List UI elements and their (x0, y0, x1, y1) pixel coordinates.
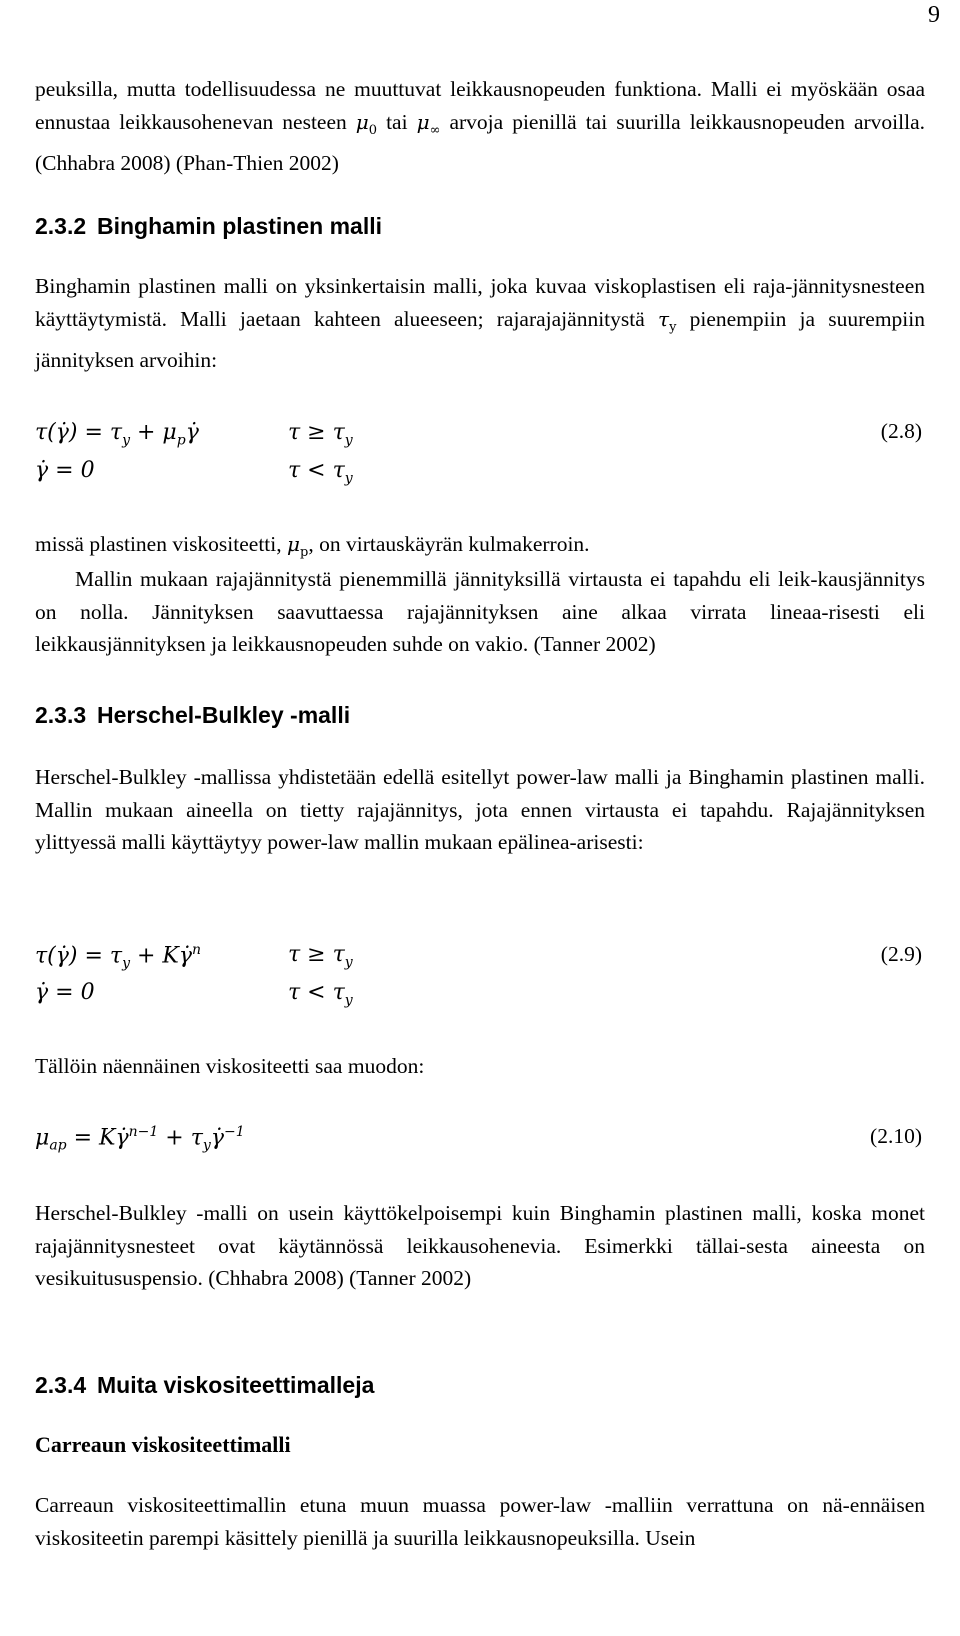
top-paragraph-text-3: arvoja pienillä tai suurilla leikkausnopeuden arvoilla. (Chhabra 2008) (Phan-Thien 2002) (35, 109, 925, 176)
section-title: Muita viskositeettimalleja (97, 1372, 375, 1398)
mu-p-inline: $\mu_p$ (287, 532, 309, 560)
eq-2-9-row2-left: γ̇ = 0 (35, 980, 95, 1005)
carreau-subheading: Carreaun viskositeettimalli (35, 1432, 291, 1457)
section-number: 2.3.3 (35, 702, 87, 728)
eq-2-9-row1-left: τ(γ̇) = $\tau_y$ + Kγ̇$^n$ (35, 942, 202, 972)
herschel-paragraph-2: Herschel-Bulkley -malli on usein käyttökelpoisempi kuin Binghamin plastinen malli, koska monet rajajännitysnesteet ovat käytännössä leikkausohenevia. Esimerkki tällai-sesta aineesta on vesikuitususpensio. (Chhabra 2008) (Tanner 2002) (35, 1201, 925, 1291)
missa-text-2: , on virtauskäyrän kulmakerroin. (308, 532, 590, 556)
section-heading-2-3-3 (35, 702, 350, 729)
tallion-line: Tällöin näennäinen viskositeetti saa muodon: (35, 1054, 425, 1078)
section-heading-2-3-4 (35, 1372, 374, 1399)
carreau-paragraph: Carreaun viskositeettimallin etuna muun muassa power-law -malliin verrattuna on nä-ennäisen viskositeetin parempi käsittely pienillä ja suurilla leikkausnopeuksilla. Usein (35, 1493, 925, 1550)
eq-2-10: $\mu_{ap}$ = Kγ̇$^{n-1}$ + $\tau_y\gammȧ^{-1}$ (35, 1124, 245, 1154)
bingham-text-1: Binghamin plastinen malli on yksinkertaisin malli, joka kuvaa viskoplastisen eli raja-jännitysnesteen käyttäytymistä. Malli jaetaan kahteen alueeseen; rajarajajännitystä (35, 274, 925, 331)
mu-zero: $\mu_0$ (355, 109, 378, 138)
mu-infinity: $\mu_\infty$ (416, 109, 441, 138)
missa-text-1: missä plastinen viskositeetti, (35, 532, 288, 556)
section-heading-2-3-2 (35, 213, 382, 240)
bingham-text-2: pienempiin ja suurempiin jännityksen arvoihin: (35, 306, 925, 373)
eq-2-8-row1-condition: $\tau \ge \tau_y$ (288, 420, 353, 449)
section-number: 2.3.4 (35, 1372, 87, 1398)
eq-2-8-row2-left: γ̇ = 0 (35, 458, 95, 483)
eq-2-8-number: (2.8) (880, 419, 922, 443)
eq-2-9-row1-condition: $\tau \ge \tau_y$ (288, 942, 353, 971)
tau-y-inline: $\tau_y$ (657, 306, 677, 335)
herschel-paragraph: Herschel-Bulkley -mallissa yhdistetään edellä esitellyt power-law malli ja Binghamin plastinen malli. Mallin mukaan aineella on tietty rajajännitys, jota ennen virtausta ei tapahdu. Rajajännityksen ylittyessä malli käyttäytyy power-law mallin mukaan epälinea-arisesti: (35, 765, 925, 855)
eq-2-9-number: (2.9) (880, 942, 922, 966)
eq-2-8-row1-left: τ(γ̇) = $\tau_y$ + $\mu_p\gammȧ$ (35, 420, 199, 449)
section-title: Herschel-Bulkley -malli (97, 702, 351, 728)
section-title: Binghamin plastinen malli (97, 213, 382, 239)
eq-2-8-row2-condition: $\tau < \tau_y$ (288, 458, 353, 487)
top-paragraph (35, 73, 925, 180)
bingham-paragraph (35, 270, 925, 377)
top-paragraph-text-2: tai (377, 109, 417, 134)
section-number: 2.3.2 (35, 213, 87, 239)
eq-2-10-number: (2.10) (870, 1124, 922, 1148)
bingham-paragraph-2: Mallin mukaan rajajännitystä pienemmillä jännityksillä virtausta ei tapahdu eli leik-kausjännitys on nolla. Jännityksen saavuttaessa rajajännityksen aine alkaa virrata lineaa-risesti eli leikkausjännityksen ja leikkausnopeuden suhde on vakio. (Tanner 2002) (35, 567, 925, 657)
page-number: 9 (928, 2, 940, 28)
eq-2-9-row2-condition: $\tau < \tau_y$ (288, 980, 353, 1009)
top-paragraph-text-1: peuksilla, mutta todellisuudessa ne muuttuvat leikkausnopeuden funktiona. Malli ei myöskään osaa ennustaa leikkausohenevan nesteen (35, 77, 925, 134)
